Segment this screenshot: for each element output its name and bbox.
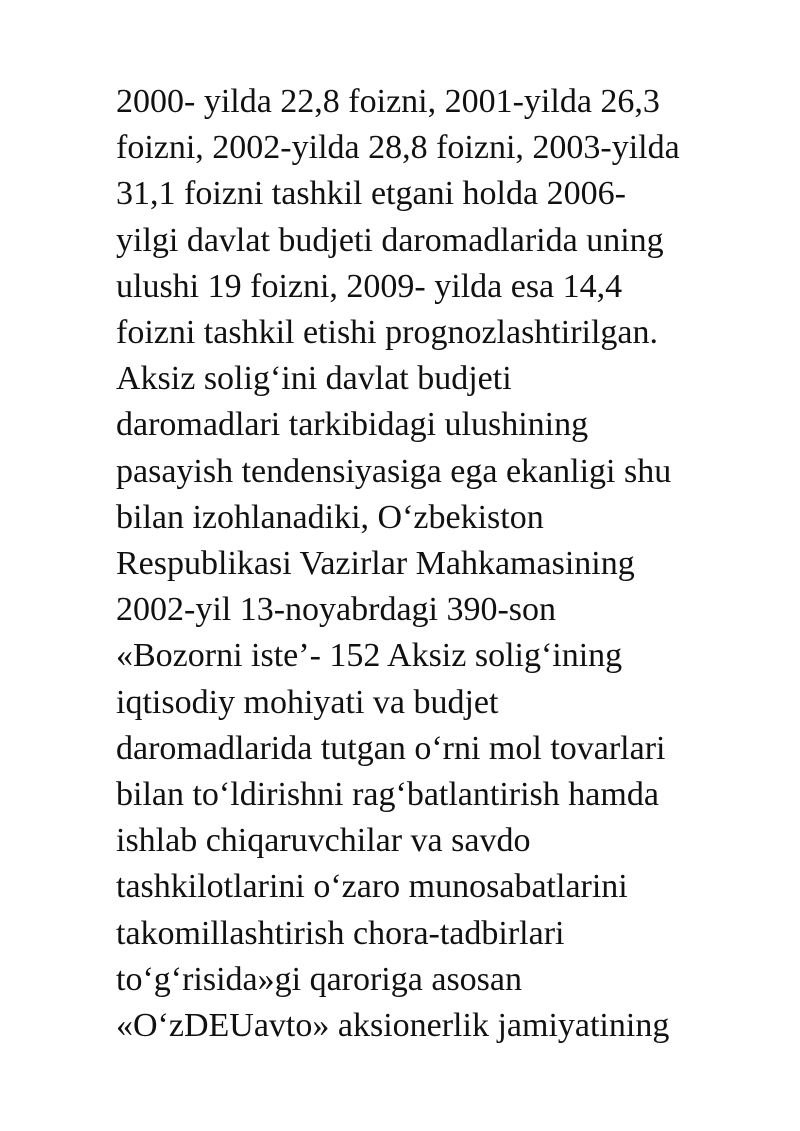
- text-line: daromadlarida tutgan o‘rni mol tovarlari: [116, 729, 666, 767]
- text-line: takomillashtirish chora-tadbirlari: [116, 914, 565, 952]
- text-line: Aksiz solig‘ini davlat budjeti: [116, 360, 512, 398]
- text-line: bilan izohlanadiki, O‘zbekiston: [116, 498, 544, 536]
- text-line: to‘g‘risida»gi qaroriga asosan: [116, 960, 522, 998]
- text-line: pasayish tendensiyasiga ega ekanligi shu: [116, 452, 672, 490]
- text-line: daromadlari tarkibidagi ulushining: [116, 406, 589, 444]
- text-line: «O‘zDEUavto» aksionerlik jamiyatining: [116, 1007, 670, 1045]
- text-line: iqtisodiy mohiyati va budjet: [116, 683, 499, 721]
- text-line: 31,1 foizni tashkil etgani holda 2006-: [116, 175, 626, 213]
- text-line: tashkilotlarini o‘zaro munosabatlarini: [116, 868, 628, 906]
- text-line: ishlab chiqaruvchilar va savdo: [116, 822, 531, 860]
- text-line: Respublikasi Vazirlar Mahkamasining: [116, 545, 635, 583]
- text-line: 2002-yil 13-noyabrdagi 390-son: [116, 591, 557, 629]
- text-line: foizni tashkil etishi prognozlashtirilgan.: [116, 314, 659, 352]
- text-line: 2000- yilda 22,8 foizni, 2001-yilda 26,3: [116, 83, 660, 120]
- text-line: bilan to‘ldirishni rag‘batlantirish hamda: [116, 776, 659, 814]
- text-line: foizni, 2002-yilda 28,8 foizni, 2003-yilda: [116, 129, 680, 167]
- text-line: «Bozorni iste’- 152 Aksiz solig‘ining: [116, 637, 623, 675]
- text-line: yilgi davlat budjeti daromadlarida uning: [116, 221, 664, 259]
- text-line: ulushi 19 foizni, 2009- yilda esa 14,4: [116, 267, 623, 305]
- body-text: [116, 79, 756, 1049]
